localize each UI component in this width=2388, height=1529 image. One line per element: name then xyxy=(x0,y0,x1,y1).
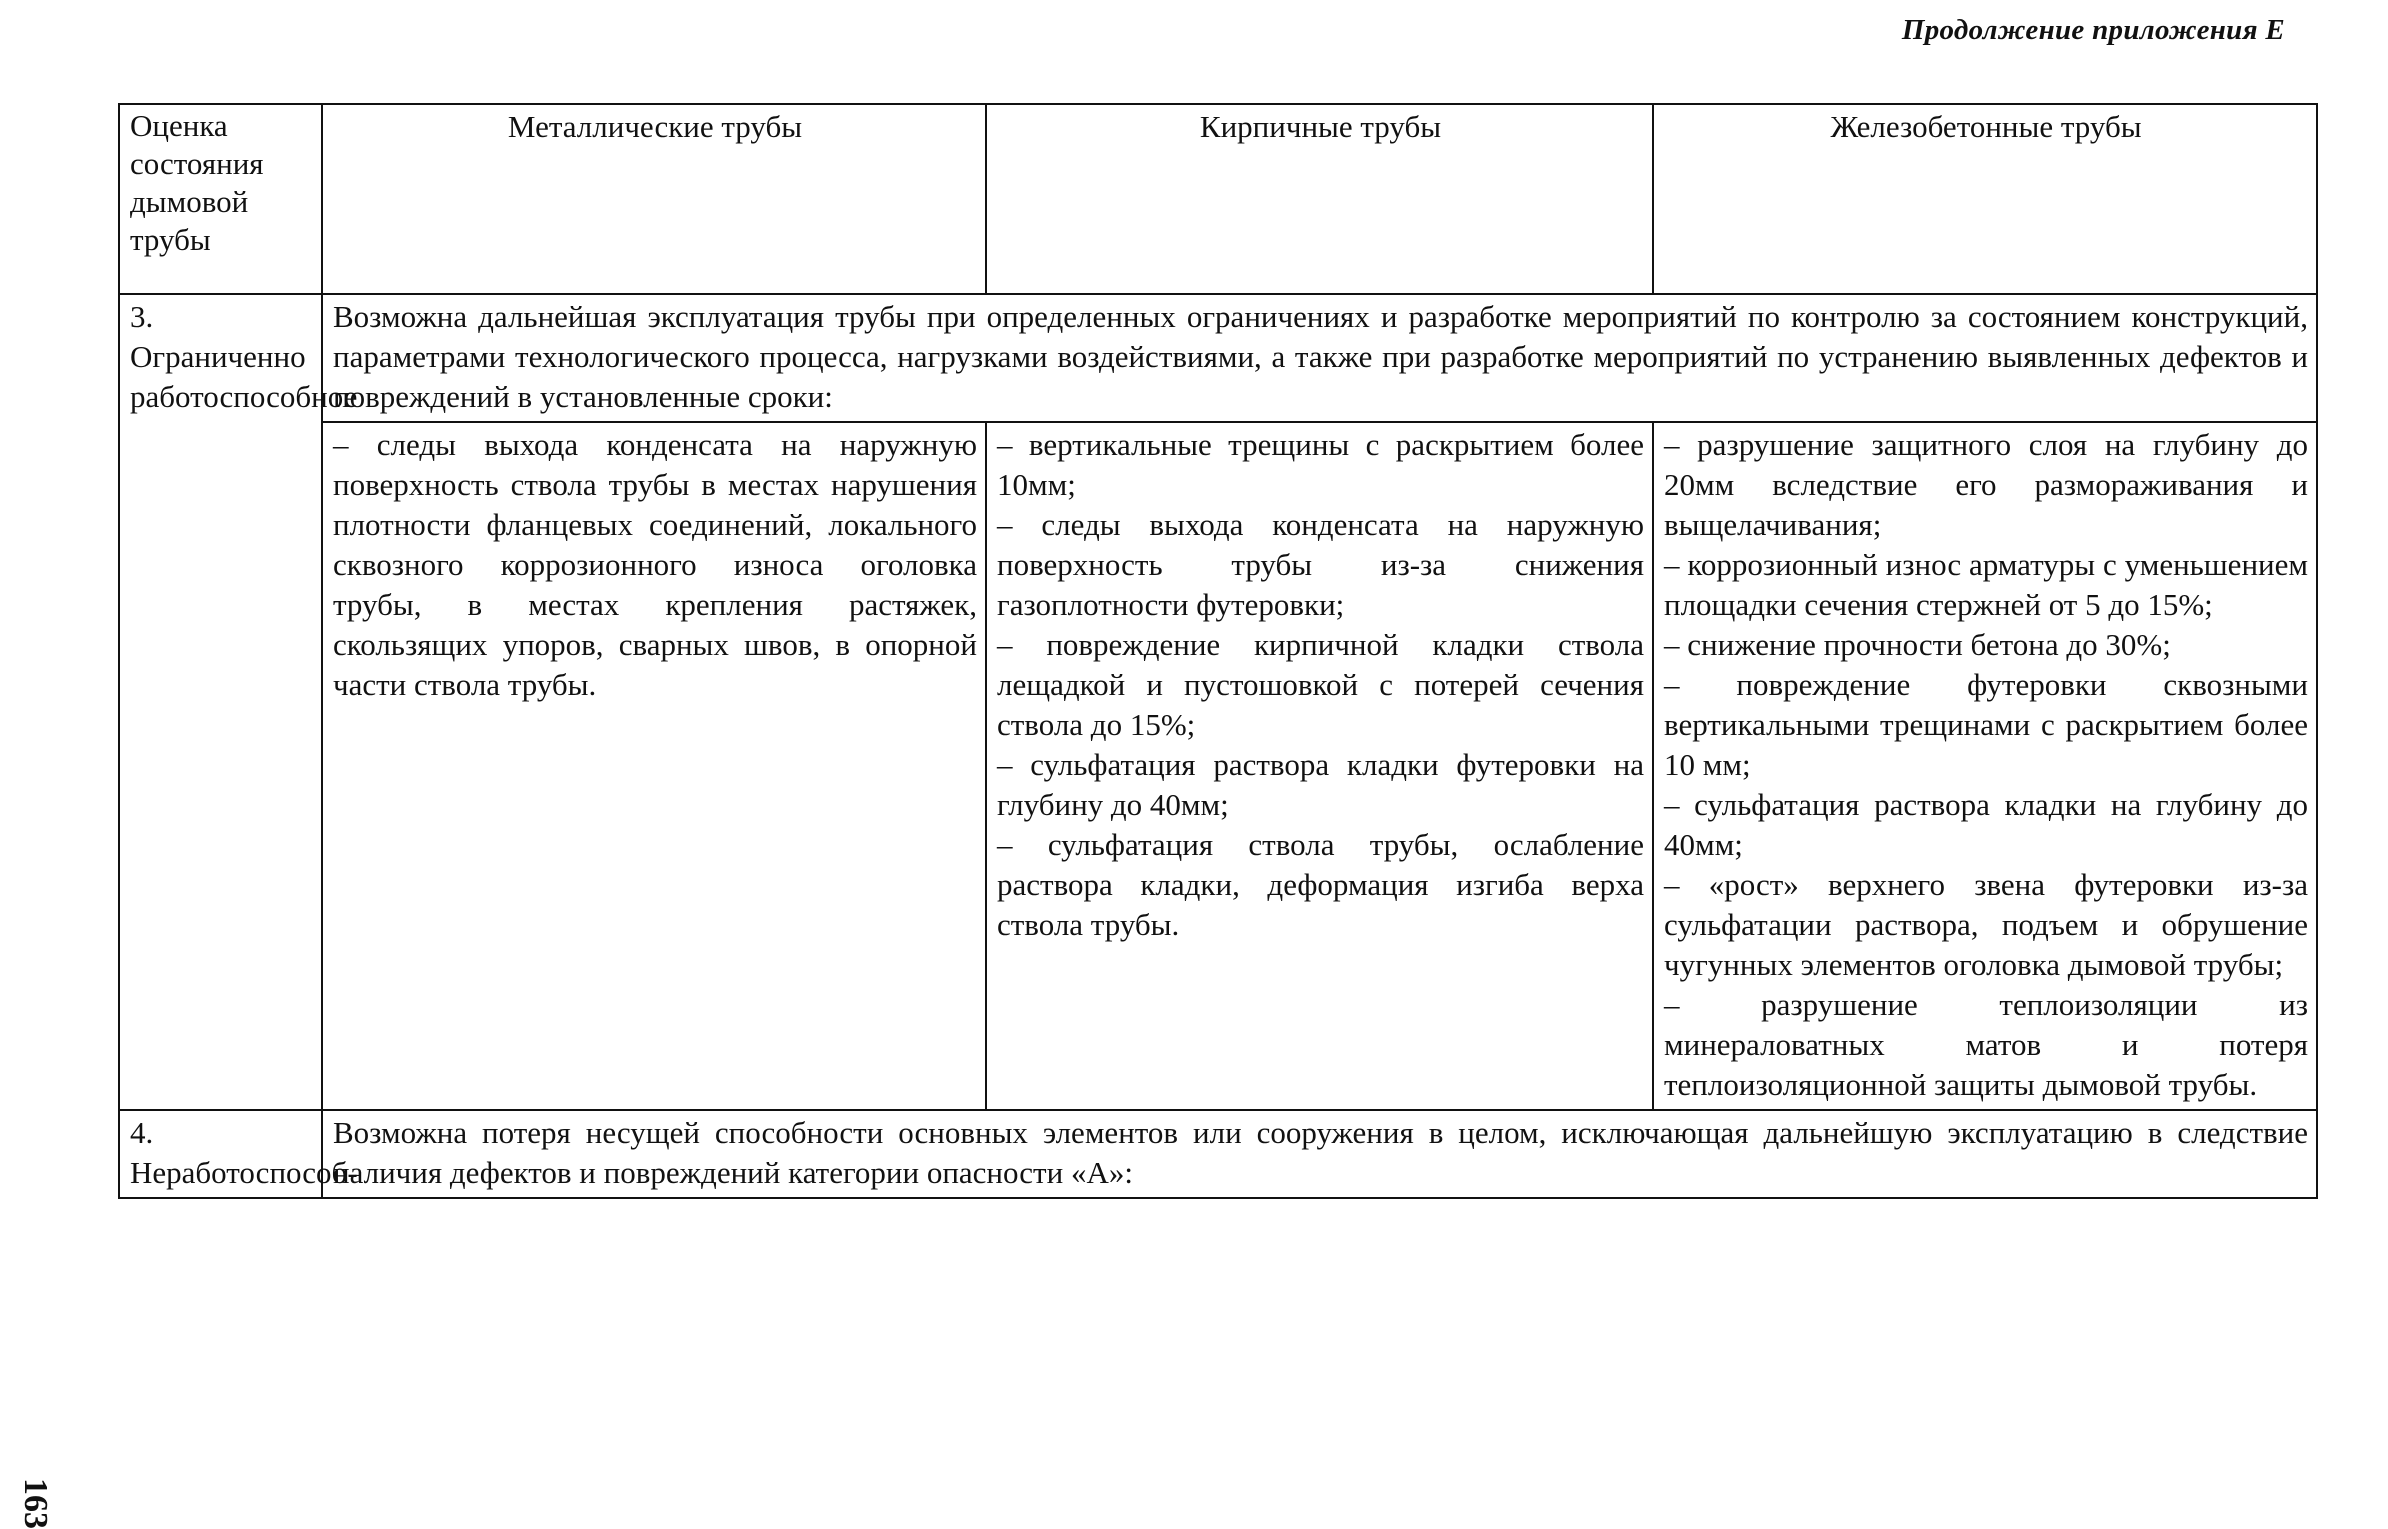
list-item: – вертикальные трещины с раскрытием более 10мм; xyxy=(997,427,1644,502)
list-item: – разрушение теплоизоляции из минераловатных матов и потеря теплоизоляционной защиты дымовой трубы. xyxy=(1664,987,2308,1102)
state-cell-inoperable: 4. Неработоспособ- xyxy=(119,1110,322,1198)
table-row-inoperable xyxy=(119,1110,2317,1198)
list-item: – повреждение кирпичной кладки ствола лещадкой и пустошовкой с потерей сечения ствола до 15%; xyxy=(997,627,1644,742)
list-item: – следы выхода конденсата на наружную поверхность трубы из-за снижения газоплотности футеровки; xyxy=(997,507,1644,622)
list-item: – коррозионный износ арматуры с уменьшением площадки сечения стержней от 5 до 15%; xyxy=(1664,547,2308,622)
continuation-header: Продолжение приложения Е xyxy=(1901,14,2285,46)
table-row-limited-description xyxy=(119,294,2317,422)
assessment-table xyxy=(118,103,2318,1199)
metal-defects-cell xyxy=(322,422,986,1110)
table-row-limited-defects xyxy=(119,422,2317,1110)
column-header-state: Оценка состояния дымовой трубы xyxy=(119,104,322,294)
concrete-defects-cell xyxy=(1653,422,2317,1110)
list-item: – сульфатация раствора кладки на глубину до 40мм; xyxy=(1664,787,2308,862)
column-header-brick: Кирпичные трубы xyxy=(986,104,1653,294)
list-item: – сульфатация ствола трубы, ослабление раствора кладки, деформация изгиба верха ствола трубы. xyxy=(997,827,1644,942)
table-header-row xyxy=(119,104,2317,294)
list-item: – повреждение футеровки сквозными вертикальными трещинами с раскрытием более 10 мм; xyxy=(1664,667,2308,782)
brick-defects-cell xyxy=(986,422,1653,1110)
list-item: – «рост» верхнего звена футеровки из-за сульфатации раствора, подъем и обрушение чугунных элементов оголовка дымовой трубы; xyxy=(1664,867,2308,982)
list-item: – следы выхода конденсата на наружную поверхность ствола трубы в местах нарушения плотности фланцевых соединений, локального сквозного коррозионного износа оголовка трубы, в местах крепления растяжек, скользящих упоров, сварных швов, в опорной части ствола трубы. xyxy=(333,427,977,702)
list-item: – снижение прочности бетона до 30%; xyxy=(1664,627,2171,662)
list-item: – разрушение защитного слоя на глубину до 20мм вследствие его размораживания и выщелачивания; xyxy=(1664,427,2308,542)
column-header-metal: Металлические трубы xyxy=(322,104,986,294)
page-number: 163 xyxy=(17,1478,54,1529)
description-limited: Возможна дальнейшая эксплуатация трубы при определенных ограничениях и разработке мероприятий по контролю за состоянием конструкций, параметрами технологического процесса, нагрузками воздействиями, а также при разработке мероприятий по устранению выявленных дефектов и повреждений в установленные сроки: xyxy=(322,294,2317,422)
column-header-concrete: Железобетонные трубы xyxy=(1653,104,2317,294)
state-cell-limited: 3. Ограниченно работоспособное xyxy=(119,294,322,1110)
description-inoperable: Возможна потеря несущей способности основных элементов или сооружения в целом, исключающая дальнейшую эксплуатацию в следствие наличия дефектов и повреждений категории опасности «А»: xyxy=(322,1110,2317,1198)
list-item: – сульфатация раствора кладки футеровки на глубину до 40мм; xyxy=(997,747,1644,822)
